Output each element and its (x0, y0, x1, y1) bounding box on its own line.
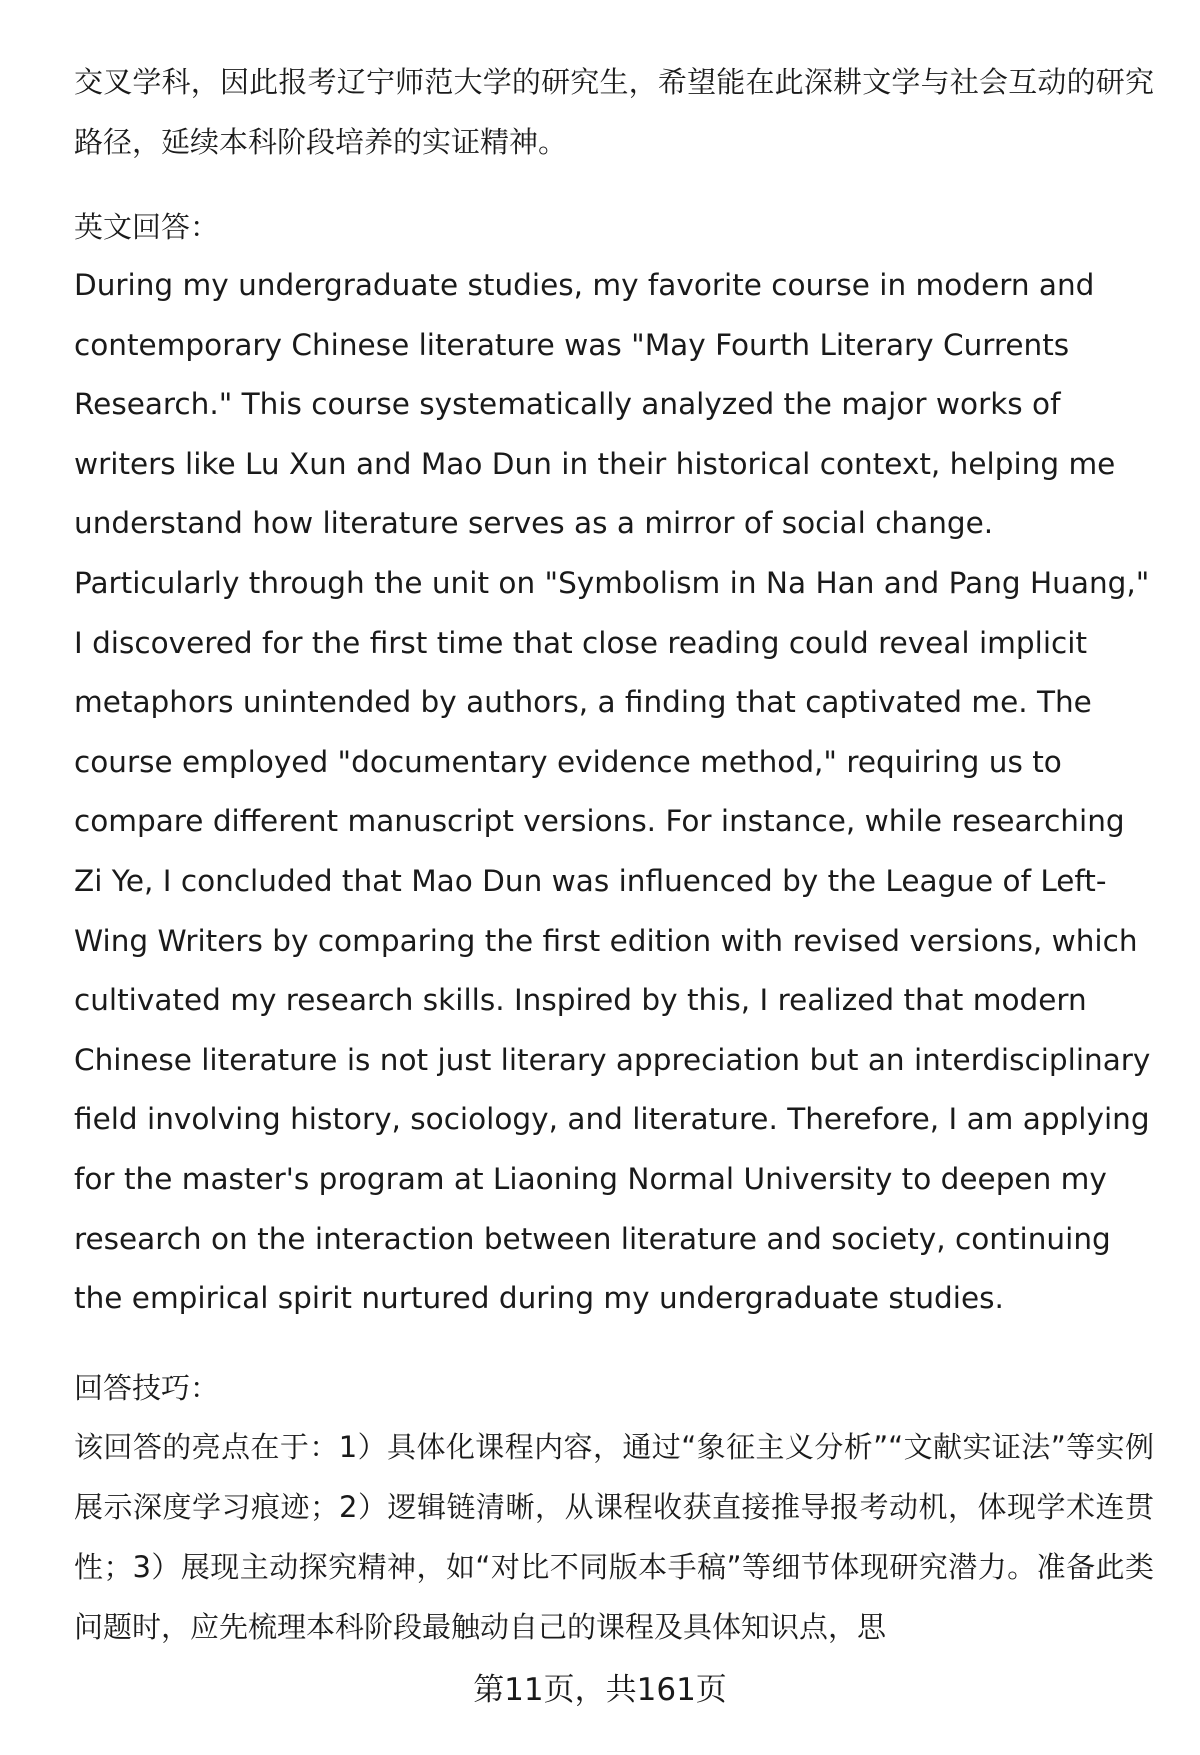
tips-paragraph: 该回答的亮点在于：1）具体化课程内容，通过“象征主义分析”“文献实证法”等实例展示深度学习痕迹；2）逻辑链清晰，从课程收获直接推导报考动机，体现学术连贯性；3）展现主动探究精神，如“对比不同版本手稿”等细节体现研究潜力。准备此类问题时，应先梳理本科阶段最触动自己的课程及具体知识点，思 (74, 1429, 1154, 1644)
english-answer-paragraph: During my undergraduate studies, my favorite course in modern and contemporary Chinese literature was "May Fourth Literary Currents Research." This course systematically analyzed the major works of writers like Lu Xun and Mao Dun in their historical context, helping me understand how literature serves as a mirror of social change. Particularly through the unit on "Symbolism in Na Han and Pang Huang," I discovered for the first time that close reading could reveal implicit metaphors unintended by authors, a finding that captivated me. The course employed "documentary evidence method," requiring us to compare different manuscript versions. For instance, while researching Zi Ye, I concluded that Mao Dun was influenced by the League of Left-Wing Writers by comparing the first edition with revised versions, which cultivated my research skills. Inspired by this, I realized that modern Chinese literature is not just literary appreciation but an interdisciplinary field involving history, sociology, and literature. Therefore, I am applying for the master's program at Liaoning Normal University to deepen my research on the interaction between literature and society, continuing the empirical spirit nurtured during my undergraduate studies. (74, 268, 1151, 1316)
intro-paragraph: 交叉学科，因此报考辽宁师范大学的研究生，希望能在此深耕文学与社会互动的研究路径，延续本科阶段培养的实证精神。 (74, 65, 1154, 159)
document-page (74, 52, 1154, 1657)
english-answer-label: 英文回答： (74, 210, 220, 244)
tips-label: 回答技巧： (74, 1370, 220, 1405)
page-number: 第11页，共161页 (473, 1672, 727, 1708)
